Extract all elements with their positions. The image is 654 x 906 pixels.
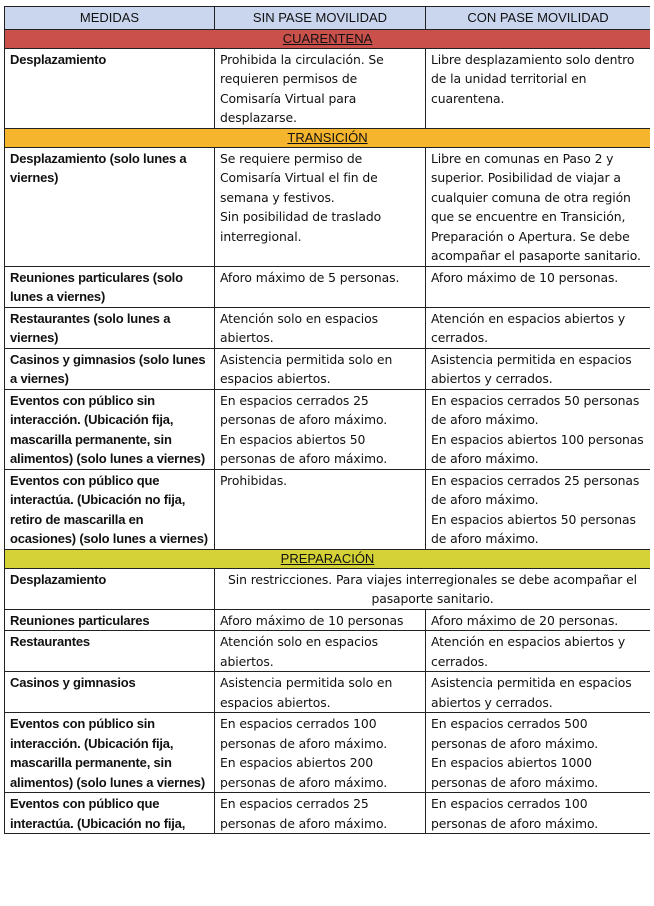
section-title-preparacion: PREPARACIÓN bbox=[280, 550, 375, 566]
con-pase-cell bbox=[426, 147, 651, 266]
sin-pase-cell bbox=[215, 672, 426, 713]
header-medidas: MEDIDAS bbox=[5, 7, 215, 30]
row-label: Restaurantes bbox=[5, 631, 215, 672]
sin-pase-cell bbox=[215, 631, 426, 672]
cell-text: Prohibidas. bbox=[220, 472, 288, 488]
sin-pase-cell bbox=[215, 793, 426, 834]
cell-text: Atención en espacios abiertos y cerrados. bbox=[431, 634, 626, 669]
row-label: Eventos con público sin interacción. (Ubicación fija, mascarilla permanente, sin alimentos) (solo lunes a viernes) bbox=[5, 713, 215, 793]
cell-text: En espacios abiertos 50 personas de aforo máximo. bbox=[431, 511, 636, 546]
con-pase-cell bbox=[426, 793, 651, 834]
measures-table bbox=[4, 6, 650, 834]
cell-text: Atención en espacios abiertos y cerrados. bbox=[431, 310, 626, 345]
sin-pase-cell bbox=[215, 307, 426, 348]
cell-text: Asistencia permitida solo en espacios abiertos. bbox=[220, 675, 393, 710]
sin-pase-cell bbox=[215, 713, 426, 793]
cell-text: Atención solo en espacios abiertos. bbox=[220, 634, 378, 669]
cell-text: Aforo máximo de 10 personas. bbox=[431, 269, 619, 285]
table-row bbox=[5, 793, 651, 834]
table-row bbox=[5, 307, 651, 348]
row-label: Eventos con público que interactúa. (Ubicación no fija, bbox=[5, 793, 215, 834]
table-row bbox=[5, 147, 651, 266]
cell-text: En espacios cerrados 100 personas de aforo máximo. bbox=[431, 796, 599, 831]
cell-text: En espacios cerrados 25 personas de aforo máximo. bbox=[431, 472, 640, 507]
cell-text: Se requiere permiso de Comisaría Virtual el fin de semana y festivos. bbox=[220, 150, 378, 205]
cell-text: En espacios abiertos 50 personas de aforo máximo. bbox=[220, 431, 388, 466]
cell-text: En espacios abiertos 100 personas de aforo máximo. bbox=[431, 431, 644, 466]
measures-document bbox=[4, 6, 650, 906]
con-pase-cell bbox=[426, 48, 651, 128]
cell-text: En espacios cerrados 25 personas de aforo máximo. bbox=[220, 392, 388, 427]
con-pase-cell bbox=[426, 672, 651, 713]
table-row bbox=[5, 348, 651, 389]
header-sin-pase: SIN PASE MOVILIDAD bbox=[215, 7, 426, 30]
cell-text: En espacios cerrados 500 personas de aforo máximo. bbox=[431, 716, 599, 751]
row-label: Reuniones particulares (solo lunes a viernes) bbox=[5, 266, 215, 307]
cell-text: En espacios cerrados 50 personas de aforo máximo. bbox=[431, 392, 640, 427]
table-row bbox=[5, 48, 651, 128]
sin-pase-cell bbox=[215, 266, 426, 307]
table-row bbox=[5, 266, 651, 307]
sin-pase-cell bbox=[215, 48, 426, 128]
cell-text: Libre en comunas en Paso 2 y superior. Posibilidad de viajar a cualquier comuna de otra región que se encuentre en Transición, Preparación o Apertura. Se debe acompañar el pasaporte sanitario. bbox=[431, 150, 641, 263]
table-row bbox=[5, 672, 651, 713]
section-preparacion bbox=[5, 549, 651, 568]
cell-text: Asistencia permitida en espacios abiertos y cerrados. bbox=[431, 351, 632, 386]
con-pase-cell bbox=[426, 713, 651, 793]
cell-text: En espacios cerrados 25 personas de aforo máximo. bbox=[220, 796, 388, 831]
row-label: Desplazamiento bbox=[5, 48, 215, 128]
table-row bbox=[5, 469, 651, 549]
row-label: Reuniones particulares bbox=[5, 609, 215, 631]
sin-pase-cell bbox=[215, 469, 426, 549]
sin-pase-cell bbox=[215, 348, 426, 389]
section-title-cuarentena: CUARENTENA bbox=[282, 30, 373, 46]
row-label: Desplazamiento (solo lunes a viernes) bbox=[5, 147, 215, 266]
table-row bbox=[5, 568, 651, 609]
section-transicion bbox=[5, 128, 651, 147]
row-label: Casinos y gimnasios (solo lunes a viernes) bbox=[5, 348, 215, 389]
cell-text: En espacios abiertos 200 personas de aforo máximo. bbox=[220, 755, 388, 790]
con-pase-cell bbox=[426, 609, 651, 631]
cell-text: En espacios abiertos 1000 personas de aforo máximo. bbox=[431, 755, 599, 790]
cell-text: Aforo máximo de 10 personas bbox=[220, 612, 404, 628]
table-row bbox=[5, 713, 651, 793]
sin-pase-cell bbox=[215, 609, 426, 631]
sin-pase-cell bbox=[215, 147, 426, 266]
section-title-transicion: TRANSICIÓN bbox=[287, 129, 368, 145]
row-label: Eventos con público sin interacción. (Ubicación fija, mascarilla permanente, sin alimentos) (solo lunes a viernes) bbox=[5, 389, 215, 469]
table-row bbox=[5, 631, 651, 672]
con-pase-cell bbox=[426, 307, 651, 348]
con-pase-cell bbox=[426, 631, 651, 672]
table-row bbox=[5, 609, 651, 631]
cell-text: Aforo máximo de 20 personas. bbox=[431, 612, 619, 628]
con-pase-cell bbox=[426, 389, 651, 469]
sin-pase-cell bbox=[215, 389, 426, 469]
section-cuarentena bbox=[5, 29, 651, 48]
cell-text: Aforo máximo de 5 personas. bbox=[220, 269, 400, 285]
con-pase-cell bbox=[426, 348, 651, 389]
cell-text: Atención solo en espacios abiertos. bbox=[220, 310, 378, 345]
row-label: Eventos con público que interactúa. (Ubicación no fija, retiro de mascarilla en ocasiones) (solo lunes a viernes) bbox=[5, 469, 215, 549]
con-pase-cell bbox=[426, 266, 651, 307]
cell-text: En espacios cerrados 100 personas de aforo máximo. bbox=[220, 716, 388, 751]
cell-text: Asistencia permitida en espacios abiertos y cerrados. bbox=[431, 675, 632, 710]
cell-text: Sin posibilidad de traslado interregional. bbox=[220, 209, 382, 244]
cell-text: Libre desplazamiento solo dentro de la unidad territorial en cuarentena. bbox=[431, 51, 635, 106]
table-row bbox=[5, 389, 651, 469]
row-label: Casinos y gimnasios bbox=[5, 672, 215, 713]
con-pase-cell bbox=[426, 469, 651, 549]
row-label: Restaurantes (solo lunes a viernes) bbox=[5, 307, 215, 348]
row-label: Desplazamiento bbox=[5, 568, 215, 609]
merged-cell: Sin restricciones. Para viajes interregionales se debe acompañar el pasaporte sanitario. bbox=[215, 568, 651, 609]
header-con-pase: CON PASE MOVILIDAD bbox=[426, 7, 651, 30]
cell-text: Asistencia permitida solo en espacios abiertos. bbox=[220, 351, 393, 386]
cell-text: Prohibida la circulación. Se requieren permisos de Comisaría Virtual para desplazarse. bbox=[220, 51, 384, 125]
table-header-row bbox=[5, 7, 651, 30]
